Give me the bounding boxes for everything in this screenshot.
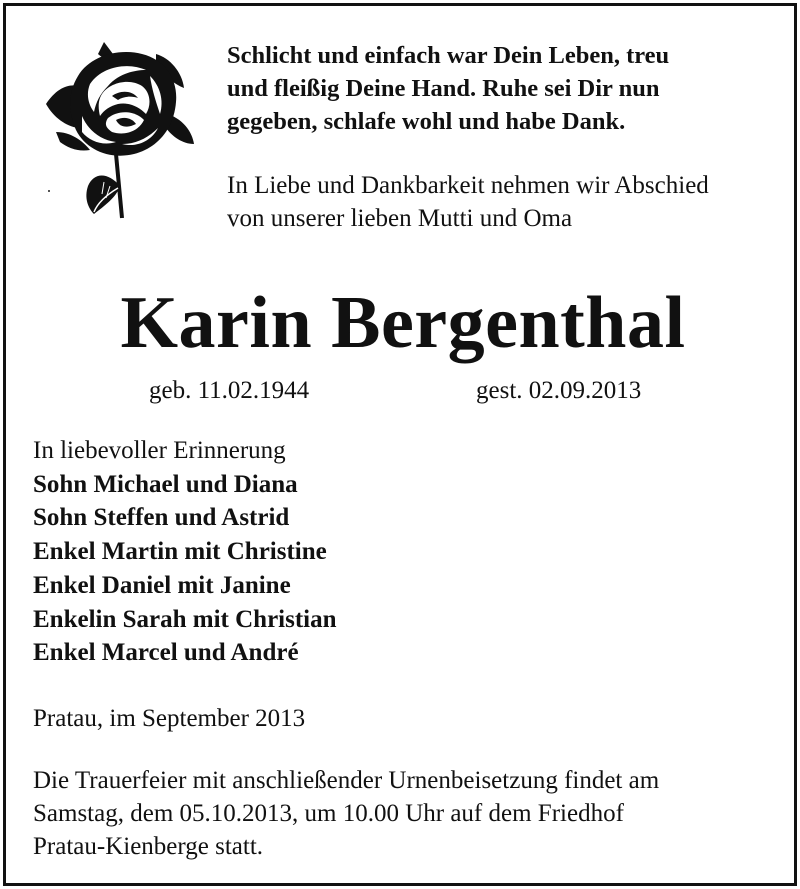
rose-icon xyxy=(38,36,198,221)
family-member: Enkel Marcel und André xyxy=(33,639,299,667)
place-date: Pratau, im September 2013 xyxy=(33,705,306,732)
print-speck xyxy=(48,190,50,192)
funeral-line: Die Trauerfeier mit anschließender Urnenbeisetzung findet am xyxy=(33,767,660,794)
funeral-line: Samstag, dem 05.10.2013, um 10.00 Uhr auf dem Friedhof xyxy=(33,800,624,827)
farewell-block xyxy=(227,169,787,235)
farewell-line: von unserer lieben Mutti und Oma xyxy=(227,205,573,232)
obituary-frame xyxy=(3,3,797,886)
poem-line: Schlicht und einfach war Dein Leben, treu xyxy=(227,42,670,69)
farewell-line: In Liebe und Dankbarkeit nehmen wir Abschied xyxy=(227,172,709,199)
funeral-line: Pratau-Kienberge statt. xyxy=(33,833,264,860)
family-intro: In liebevoller Erinnerung xyxy=(33,437,286,464)
family-member: Enkel Daniel mit Janine xyxy=(33,571,291,599)
poem-line: und fleißig Deine Hand. Ruhe sei Dir nun xyxy=(227,75,660,102)
poem-block xyxy=(227,39,787,138)
family-member: Enkelin Sarah mit Christian xyxy=(33,605,337,633)
family-list xyxy=(33,434,733,670)
deceased-name: Karin Bergenthal xyxy=(120,282,686,364)
family-member: Sohn Michael und Diana xyxy=(33,470,298,498)
poem-line: gegeben, schlafe wohl und habe Dank. xyxy=(227,108,626,135)
funeral-info xyxy=(33,764,783,863)
birth-date: geb. 11.02.1944 xyxy=(149,377,310,404)
family-member: Enkel Martin mit Christine xyxy=(33,538,327,566)
death-date: gest. 02.09.2013 xyxy=(476,377,642,404)
family-member: Sohn Steffen und Astrid xyxy=(33,504,290,532)
